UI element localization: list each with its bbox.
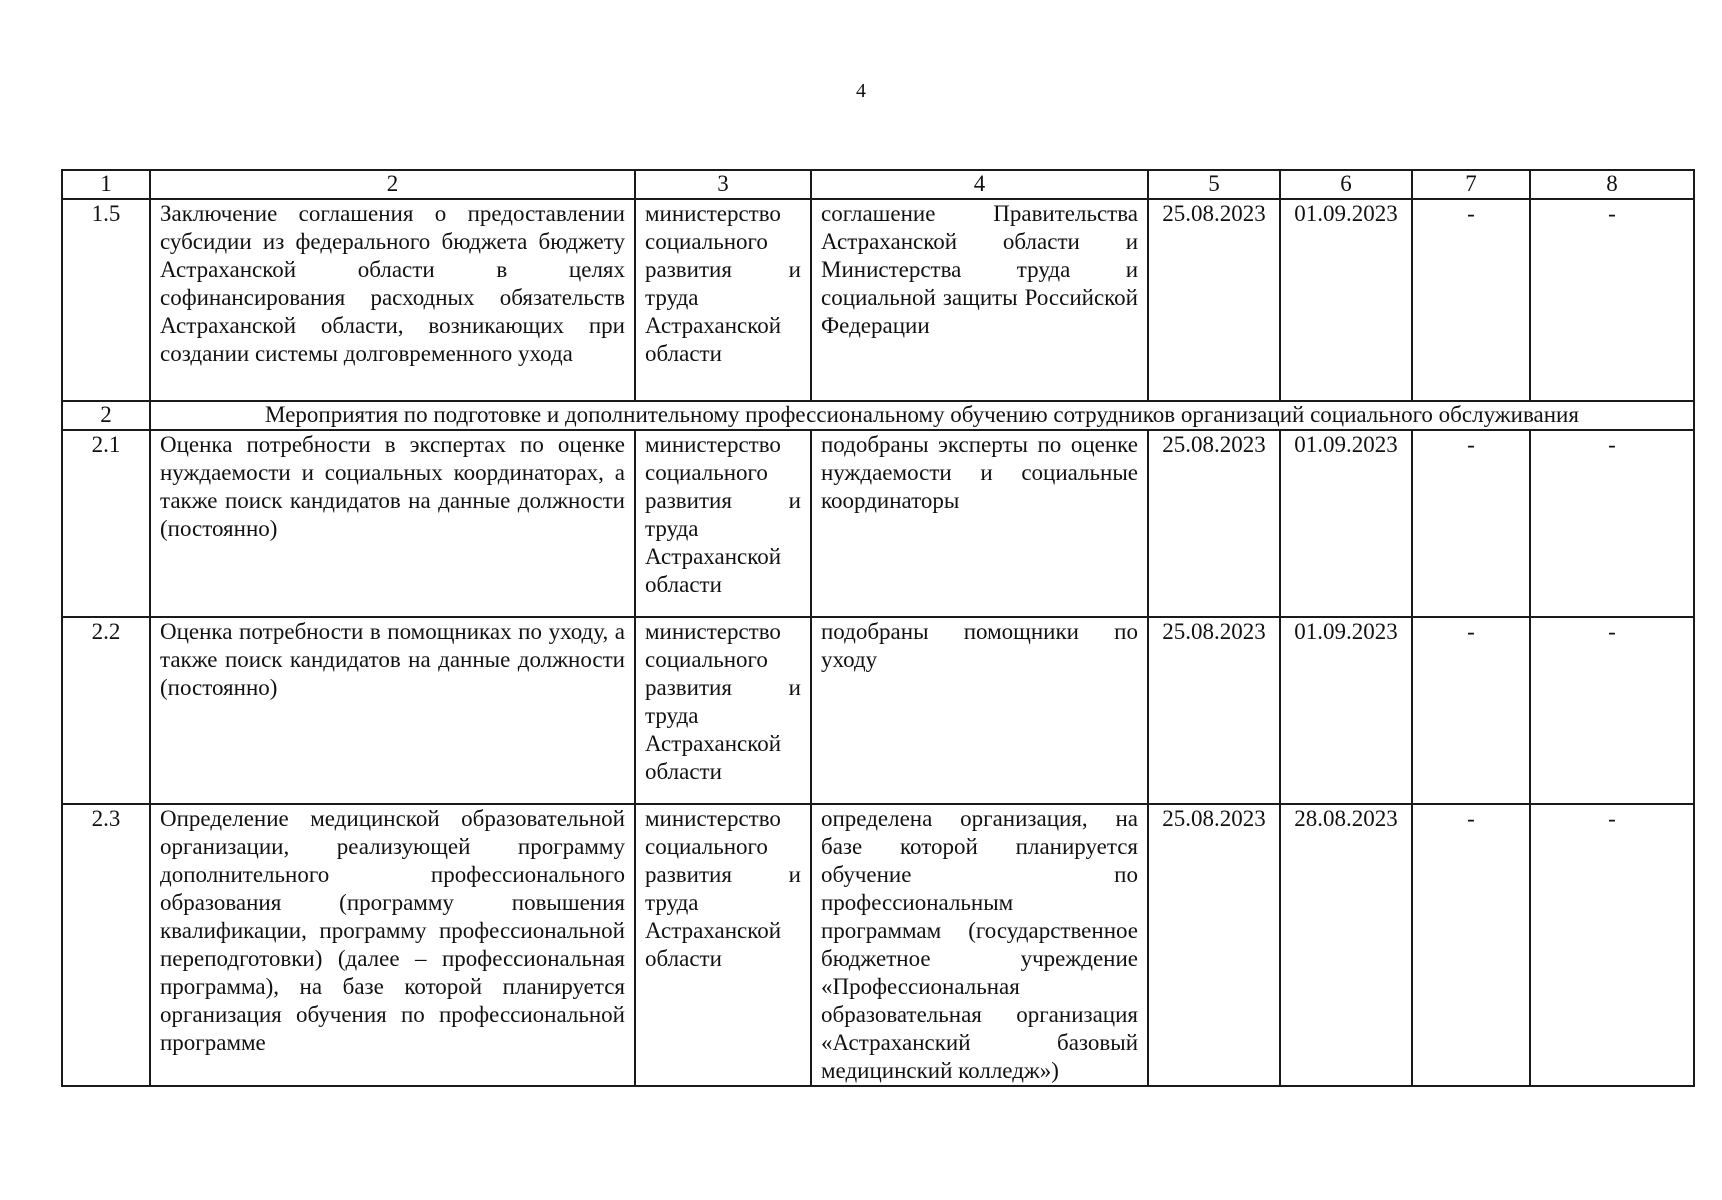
item-responsible: министерство социального развития и труда Астраханской области (635, 617, 811, 804)
item-end-date: 01.09.2023 (1280, 199, 1412, 401)
item-result: подобраны эксперты по оценке нуждаемости и социальные координаторы (811, 430, 1148, 617)
section-row (62, 401, 1694, 430)
column-header: 4 (811, 170, 1148, 199)
item-start-date: 25.08.2023 (1148, 199, 1280, 401)
item-col8: - (1530, 617, 1694, 804)
item-col7: - (1412, 804, 1530, 1086)
item-start-date: 25.08.2023 (1148, 804, 1280, 1086)
column-header: 1 (62, 170, 150, 199)
item-end-date: 01.09.2023 (1280, 430, 1412, 617)
column-header: 5 (1148, 170, 1280, 199)
item-responsible: министерство социального развития и труда Астраханской области (635, 199, 811, 401)
item-start-date: 25.08.2023 (1148, 617, 1280, 804)
column-header: 8 (1530, 170, 1694, 199)
action-plan-table (61, 169, 1695, 1087)
page-number: 4 (856, 80, 866, 102)
column-header: 2 (150, 170, 635, 199)
table-row (62, 804, 1694, 1086)
section-number: 2 (62, 401, 150, 430)
table-row (62, 199, 1694, 401)
item-col8: - (1530, 430, 1694, 617)
item-responsible: министерство социального развития и труда Астраханской области (635, 804, 811, 1086)
column-header: 6 (1280, 170, 1412, 199)
column-header: 3 (635, 170, 811, 199)
item-result: определена организация, на базе которой планируется обучение по профессиональным программам (государственное бюджетное учреждение «Профессиональная образовательная организация «Астраханский базовый медицинский колледж») (811, 804, 1148, 1086)
item-col7: - (1412, 430, 1530, 617)
section-title: Мероприятия по подготовке и дополнительному профессиональному обучению сотрудников организаций социального обслуживания (150, 401, 1694, 430)
table-row (62, 617, 1694, 804)
item-col7: - (1412, 199, 1530, 401)
item-description: Заключение соглашения о предоставлении субсидии из федерального бюджета бюджету Астраханской области в целях софинансирования расходных обязательств Астраханской области, возникающих при создании системы долговременного ухода (150, 199, 635, 401)
item-end-date: 28.08.2023 (1280, 804, 1412, 1086)
item-result: соглашение Правительства Астраханской области и Министерства труда и социальной защиты Российской Федерации (811, 199, 1148, 401)
item-number: 2.1 (62, 430, 150, 617)
item-number: 2.3 (62, 804, 150, 1086)
item-number: 1.5 (62, 199, 150, 401)
item-col8: - (1530, 199, 1694, 401)
item-number: 2.2 (62, 617, 150, 804)
item-description: Оценка потребности в помощниках по уходу, а также поиск кандидатов на данные должности (постоянно) (150, 617, 635, 804)
column-header: 7 (1412, 170, 1530, 199)
item-responsible: министерство социального развития и труда Астраханской области (635, 430, 811, 617)
item-start-date: 25.08.2023 (1148, 430, 1280, 617)
item-description: Определение медицинской образовательной организации, реализующей программу дополнительного профессионального образования (программу повышения квалификации, программу профессиональной переподготовки) (далее – профессиональная программа), на базе которой планируется организация обучения по профессиональной программе (150, 804, 635, 1086)
item-result: подобраны помощники по уходу (811, 617, 1148, 804)
item-description: Оценка потребности в экспертах по оценке нуждаемости и социальных координаторах, а также поиск кандидатов на данные должности (постоянно) (150, 430, 635, 617)
item-end-date: 01.09.2023 (1280, 617, 1412, 804)
item-col7: - (1412, 617, 1530, 804)
column-number-header (62, 170, 1694, 199)
table-row (62, 430, 1694, 617)
item-col8: - (1530, 804, 1694, 1086)
